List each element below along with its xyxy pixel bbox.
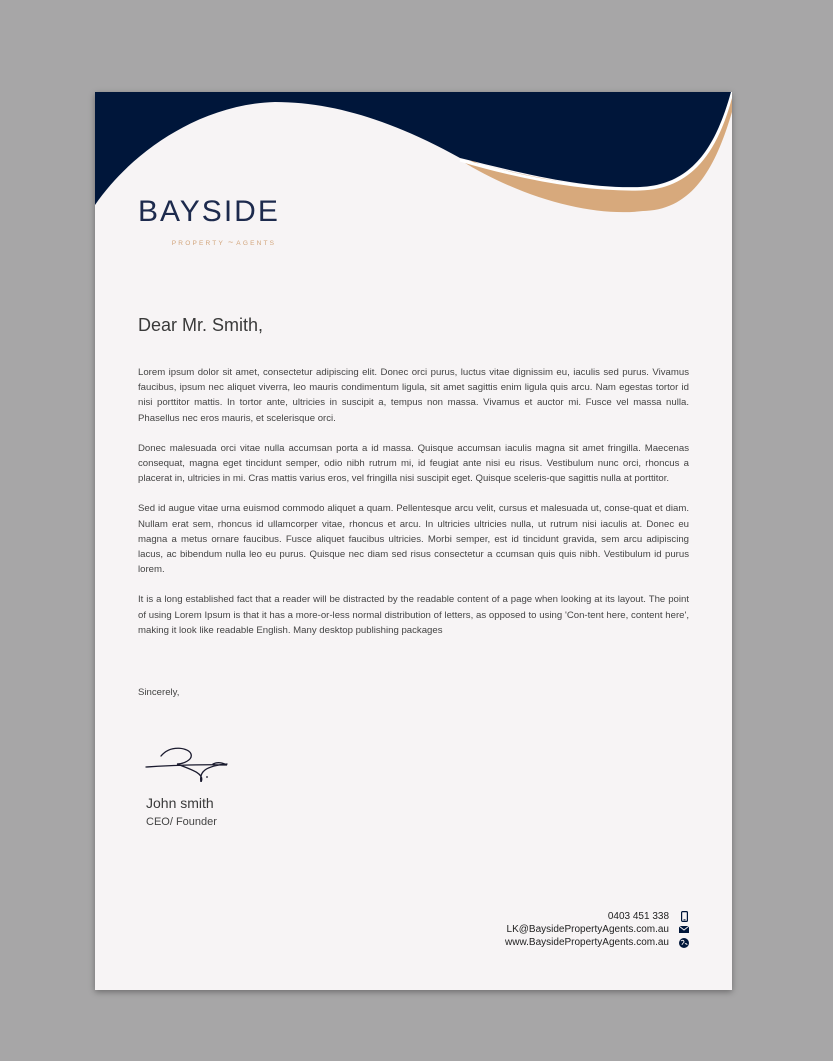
contact-email-row [505,923,690,936]
handwritten-signature [143,742,238,782]
phone-icon [678,911,690,922]
contact-phone: 0403 451 338 [607,911,669,922]
letter-greeting: Dear Mr. Smith, [138,315,264,335]
body-paragraph-4: It is a long established fact that a reader will be distracted by the readable content of a page when looking at its layout. The point of using Lorem Ipsum is that it has a more-or-less normal distribution of letters, as opposed to using 'Con-tent here, content here', making it look like readable English. Many desktop publishing packages [138,594,689,636]
tagline-left: PROPERTY [171,240,226,247]
brand-logo [138,197,310,247]
contact-block [505,910,690,949]
body-paragraph-2: Donec malesuada orci vitae nulla accumsan porta a id massa. Quisque accumsan iaculis magna sit amet fringilla. Maecenas consequat, magna eget tincidunt semper, odio nibh rutrum mi, id feugiat ante nisi eu risus. Vestibulum nunc orci, rhoncus a placerat in, ultricies in mi. Cras mattis varius eros, vel fringilla nisi suscipit eget. Quisque sceleris-que sagittis nulla at porttitor. [138,442,689,485]
logo-tagline [138,237,310,247]
contact-website: www.BaysidePropertyAgents.com.au [505,937,669,948]
letter-closing: Sincerely, [138,687,180,698]
body-paragraph-1: Lorem ipsum dolor sit amet, consectetur adipiscing elit. Donec orci purus, luctus vitae dignissim eu, iaculis sed purus. Vivamus faucibus, ipsum nec aliquet viverra, leo mauris condimentum ligula, sit amet sagittis enim ligula quis arcu. Nam egestas tortor id nisi porttitor mattis. In tortor ante, ultricies in suscipit a, tempus non massa. Vivamus et auctor mi. Fusce vel massa nulla. Phasellus nec eros mauris, et scelerisque orci. [138,367,689,424]
letterhead-page [95,92,732,990]
letter-body [138,365,689,653]
logo-wordmark: BAYSIDE [138,195,280,228]
tagline-wave-glyph: ~ [228,237,234,247]
signer-name: John smith [146,795,214,811]
contact-website-row [505,936,690,949]
signer-role: CEO/ Founder [146,816,217,828]
body-paragraph-3: Sed id augue vitae urna euismod commodo aliquet a quam. Pellentesque arcu velit, cursus et malesuada ut, conse-quat et diam. Nullam erat sem, rhoncus id ullamcorper vitae, rhoncus et arcu. In ultricies ultricies nulla, ut rutrum nisi iaculis at. Donec eu magna a metus ornare faucibus. Fusce aliquet faucibus ultricies. Morbi semper, est id tincidunt gravida, sem arcu adipiscing lacus, ac bibendum nulla leo eu purus. Quisque nec diam sed risus consectetur a ccumsan quis quis nibh. Vestibulum id purus lorem. [138,503,689,576]
contact-email: LK@BaysidePropertyAgents.com.au [506,924,669,935]
globe-icon [678,938,690,948]
contact-phone-row [505,910,690,923]
tagline-right: AGENTS [236,240,277,247]
mail-icon [678,926,690,933]
